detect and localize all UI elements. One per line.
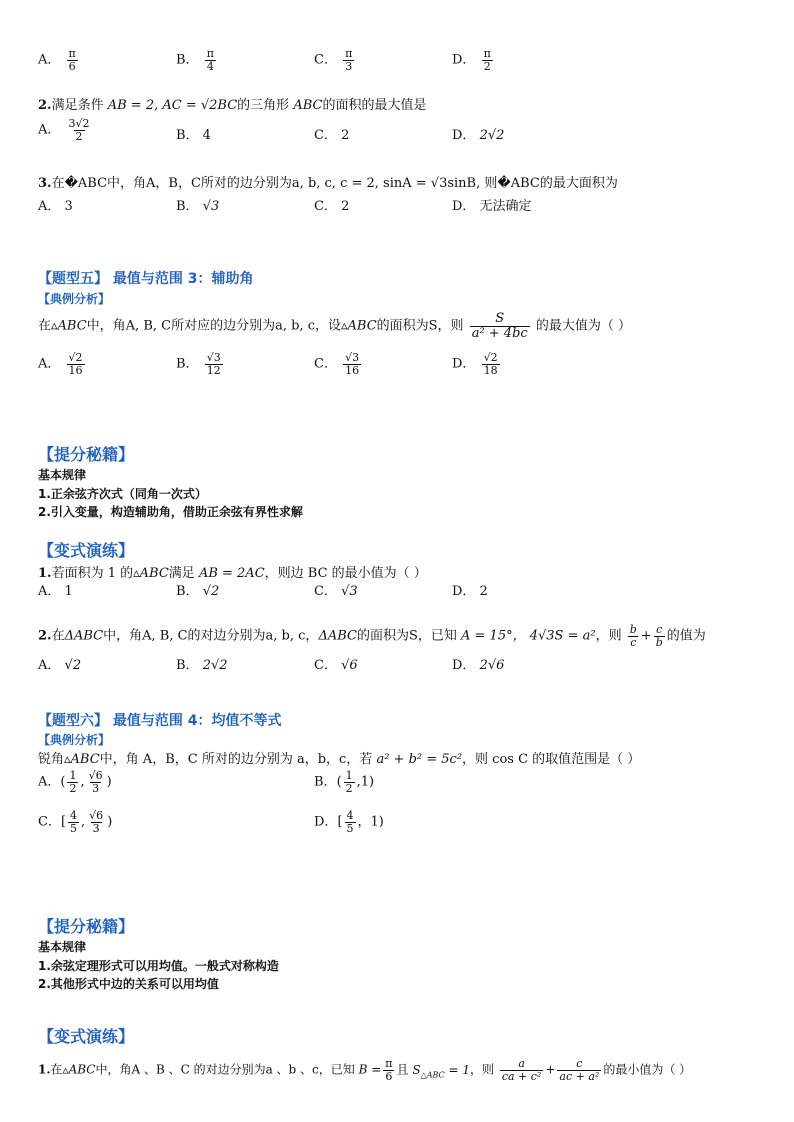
question-number: 1. bbox=[38, 566, 52, 581]
question-text: 若面积为 1 的 bbox=[51, 566, 134, 581]
math-expression: √2 bbox=[64, 658, 82, 673]
math-expression: $S_{\triangle ABC} = 1$ bbox=[412, 1062, 470, 1079]
math-expression: A = 15°， 4√3S = a² bbox=[461, 628, 596, 644]
math-expression: √3 bbox=[341, 584, 358, 599]
q1-option-a bbox=[38, 48, 80, 72]
option-label: A． bbox=[38, 52, 61, 68]
q2-option-c bbox=[314, 124, 349, 143]
option-text: D． 2 bbox=[452, 584, 488, 599]
p1q2-option-c bbox=[314, 654, 358, 673]
option-label: B． bbox=[176, 584, 199, 599]
q1-option-c bbox=[314, 48, 356, 72]
option-label: C． bbox=[38, 814, 61, 830]
tips-title: 【提分秘籍】 bbox=[38, 917, 135, 936]
s5-option-d bbox=[452, 352, 502, 376]
section6-question bbox=[38, 748, 640, 767]
question-text: 在 bbox=[38, 318, 52, 334]
q3-option-b bbox=[176, 195, 219, 214]
section-title: 【题型六】 最值与范围 4：均值不等式 bbox=[38, 713, 282, 729]
option-text: C． 2 bbox=[314, 128, 350, 143]
fraction: $\frac{√3}{12}$ bbox=[206, 351, 221, 377]
p1q2-option-b bbox=[176, 654, 228, 673]
math-expression: B = bbox=[358, 1062, 382, 1077]
math-expression: √3 bbox=[202, 199, 220, 214]
s5-option-a bbox=[38, 352, 87, 376]
fraction: $\frac{4}{5}$ bbox=[346, 809, 354, 835]
fraction: $\frac{c}{\text{ac + a²}}$ bbox=[559, 1057, 600, 1083]
math-expression: ▵ABC bbox=[133, 566, 169, 581]
option-label: C． bbox=[314, 356, 337, 372]
rule-item: 2.引入变量，构造辅助角，借助正余弦有界性求解 bbox=[38, 505, 303, 519]
rules-title: 基本规律 bbox=[38, 940, 87, 954]
option-label: B． bbox=[176, 356, 199, 372]
option-label: A． bbox=[38, 658, 61, 673]
math-expression: 2√2 bbox=[202, 658, 228, 673]
q2-option-d bbox=[452, 124, 504, 143]
fraction: $\frac{\pi}{3}$ bbox=[345, 47, 353, 73]
s6-option-c: C．[ $\frac{4}{5}$ , $\frac{√6}{3}$ ) bbox=[38, 809, 113, 835]
math-expression: 2√6 bbox=[479, 658, 505, 673]
option-label: B． bbox=[176, 199, 199, 214]
fraction: $\frac{√2}{18}$ bbox=[483, 351, 498, 377]
p1q1-option-a bbox=[38, 580, 73, 599]
option-label: D． bbox=[314, 814, 338, 830]
question-2 bbox=[38, 94, 426, 113]
rule-item: 1.正余弦齐次式（同角一次式） bbox=[38, 487, 207, 501]
option-label: A． bbox=[38, 774, 61, 790]
fraction: $\frac{\pi}{6}$ bbox=[68, 47, 76, 73]
q2-option-a bbox=[38, 118, 94, 142]
option-label: A． bbox=[38, 122, 61, 138]
practice-title: 【变式演练】 bbox=[38, 541, 135, 560]
math-expression: AB = 2AC bbox=[198, 566, 265, 581]
math-expression: ▵ABC bbox=[51, 318, 87, 334]
option-label: D． bbox=[452, 128, 476, 143]
fraction: $\frac{4}{5}$ bbox=[70, 809, 78, 835]
question-text: 在 bbox=[50, 1062, 63, 1077]
math-expression: ΔABC bbox=[64, 628, 104, 644]
math-expression: √6 bbox=[341, 658, 358, 673]
question-text: 在�ABC中，角A，B，C所对的边分别为a, b, c, c = 2, sinA = √3sinB, 则�ABC的最大面积为 bbox=[51, 176, 618, 191]
question-number: 2. bbox=[38, 628, 52, 644]
option-text: B． 4 bbox=[176, 128, 211, 143]
option-label: C． bbox=[314, 52, 337, 68]
practice2-question-1: 1.在▵ABC中，角A 、B 、C 的对边分别为a 、b 、c，已知 B = $\frac{\pi}{6}$ 且 $S_{\triangle ABC} = 1$，则 $\frac{a}{\text{ca + c²}}$ + $\frac{c}{\text{ac + a²}}$ 的最小值为（ ） bbox=[38, 1057, 692, 1083]
question-text: 的最小值为（ ） bbox=[603, 1062, 692, 1077]
question-text: 中，角A 、B 、C 的对边分别为a 、b 、c，已知 bbox=[95, 1062, 355, 1077]
question-number: 1. bbox=[38, 1062, 51, 1077]
math-expression: √2 bbox=[202, 584, 220, 599]
s5-option-c bbox=[314, 352, 363, 376]
s6-option-b: B．( $\frac{1}{2}$ ,1) bbox=[314, 769, 375, 795]
question-text: 满足条件 bbox=[51, 98, 104, 113]
section5-question bbox=[38, 312, 631, 340]
question-text: 的值为 bbox=[666, 628, 706, 644]
option-text: A． 3 bbox=[38, 199, 73, 214]
fraction: $\frac{√6}{3}$ bbox=[89, 809, 104, 835]
q3-option-a bbox=[38, 195, 73, 214]
option-label: C． bbox=[314, 658, 337, 673]
s6-option-d: D．[ $\frac{4}{5}$ ，1) bbox=[314, 809, 384, 835]
math-expression: ABC bbox=[293, 98, 323, 113]
question-number: 2. bbox=[38, 98, 52, 113]
fraction: $\frac{√2}{16}$ bbox=[68, 351, 83, 377]
section-title: 【题型五】 最值与范围 3：辅助角 bbox=[38, 271, 254, 287]
fraction: $\frac{1}{2}$ bbox=[69, 769, 77, 795]
math-expression: ΔABC bbox=[318, 628, 357, 644]
fraction: $\frac{√3}{16}$ bbox=[345, 351, 360, 377]
p1q2-option-d bbox=[452, 654, 504, 673]
q1-option-b bbox=[176, 48, 218, 72]
fraction: $\frac{b}{c}$ bbox=[629, 623, 637, 649]
q1-option-d bbox=[452, 48, 495, 72]
math-expression: ▵ABC bbox=[62, 1062, 96, 1077]
s5-option-b bbox=[176, 352, 225, 376]
question-number: 3. bbox=[38, 176, 52, 191]
math-expression: AB = 2, AC = √2BC bbox=[107, 98, 238, 113]
fraction: $\frac{√6}{3}$ bbox=[88, 769, 103, 795]
fraction: $\frac{\pi}{6}$ bbox=[385, 1057, 393, 1083]
fraction: $\frac{c}{b}$ bbox=[655, 623, 663, 649]
question-text: 的面积的最大值是 bbox=[322, 98, 427, 113]
option-label: D． bbox=[452, 52, 476, 68]
fraction: $\frac{\pi}{2}$ bbox=[483, 47, 491, 73]
practice1-question-2: 2.在ΔABC中，角A, B, C的对边分别为a, b, c，ΔABC的面积为S，已知 A = 15°， 4√3S = a²，则 $\frac{b}{c}$ + $\frac{c}{b}$ 的值为 bbox=[38, 623, 706, 649]
option-label: C． bbox=[314, 584, 337, 599]
option-label: A． bbox=[38, 356, 61, 372]
fraction: $\frac{\pi}{4}$ bbox=[206, 47, 214, 73]
q3-option-d bbox=[452, 195, 532, 214]
math-expression: ▵ABC bbox=[340, 318, 377, 334]
option-label: D． bbox=[452, 658, 476, 673]
option-label: B． bbox=[176, 658, 199, 673]
practice1-question-1 bbox=[38, 562, 427, 581]
option-text: C． 2 bbox=[314, 199, 350, 214]
question-text: 的面积为S，已知 bbox=[356, 628, 457, 644]
q2-option-b bbox=[176, 124, 211, 143]
s6-option-a: A．( $\frac{1}{2}$ , $\frac{√6}{3}$ ) bbox=[38, 769, 112, 795]
math-expression: 2√2 bbox=[479, 128, 505, 143]
question-3 bbox=[38, 172, 618, 191]
fraction: $\frac{1}{2}$ bbox=[345, 769, 353, 795]
question-text: 满足 bbox=[168, 566, 195, 581]
question-text: ，则 cos C 的取值范围是（ ） bbox=[462, 752, 641, 767]
option-text: D． 无法确定 bbox=[452, 199, 532, 214]
question-text: 在 bbox=[51, 628, 65, 644]
p1q1-option-d bbox=[452, 580, 488, 599]
option-text: A． 1 bbox=[38, 584, 73, 599]
fraction: $\frac{S}{\text{a² + 4bc}}$ bbox=[471, 311, 528, 341]
p1q1-option-b bbox=[176, 580, 219, 599]
question-text: 中，角A, B, C的对边分别为a, b, c， bbox=[103, 628, 319, 644]
question-text: 且 bbox=[396, 1062, 409, 1077]
p1q2-option-a bbox=[38, 654, 81, 673]
option-label: B． bbox=[314, 774, 337, 790]
question-text: 的面积为S，则 bbox=[376, 318, 464, 334]
q3-option-c bbox=[314, 195, 349, 214]
rules-title: 基本规律 bbox=[38, 468, 87, 482]
question-text: ，则边 BC 的最小值为（ ） bbox=[264, 566, 427, 581]
math-expression: ▵ABC bbox=[64, 752, 100, 767]
rule-item: 1.余弦定理形式可以用均值。一般式对称构造 bbox=[38, 959, 279, 973]
question-text: 中，角 A，B，C 所对的边分别为 a，b，c，若 bbox=[99, 752, 373, 767]
option-label: D． bbox=[452, 356, 476, 372]
question-text: ，则 bbox=[595, 628, 622, 644]
example-label: 【典例分析】 bbox=[38, 292, 111, 306]
option-label: B． bbox=[176, 52, 199, 68]
question-text: 锐角 bbox=[38, 752, 65, 767]
fraction: $\frac{a}{\text{ca + c²}}$ bbox=[501, 1057, 542, 1083]
fraction: $\frac{3√2}{2}$ bbox=[68, 117, 90, 143]
p1q1-option-c bbox=[314, 580, 358, 599]
question-text: 中，角A, B, C所对应的边分别为a, b, c，设 bbox=[86, 318, 341, 334]
question-text: ，则 bbox=[470, 1062, 495, 1077]
practice-title: 【变式演练】 bbox=[38, 1027, 135, 1046]
math-expression: a² + b² = 5c² bbox=[376, 752, 463, 767]
rule-item: 2.其他形式中边的关系可以用均值 bbox=[38, 977, 219, 991]
question-text: 的最大值为（ ） bbox=[535, 318, 631, 334]
question-text: 的三角形 bbox=[237, 98, 290, 113]
tips-title: 【提分秘籍】 bbox=[38, 445, 135, 464]
example-label: 【典例分析】 bbox=[38, 733, 111, 747]
